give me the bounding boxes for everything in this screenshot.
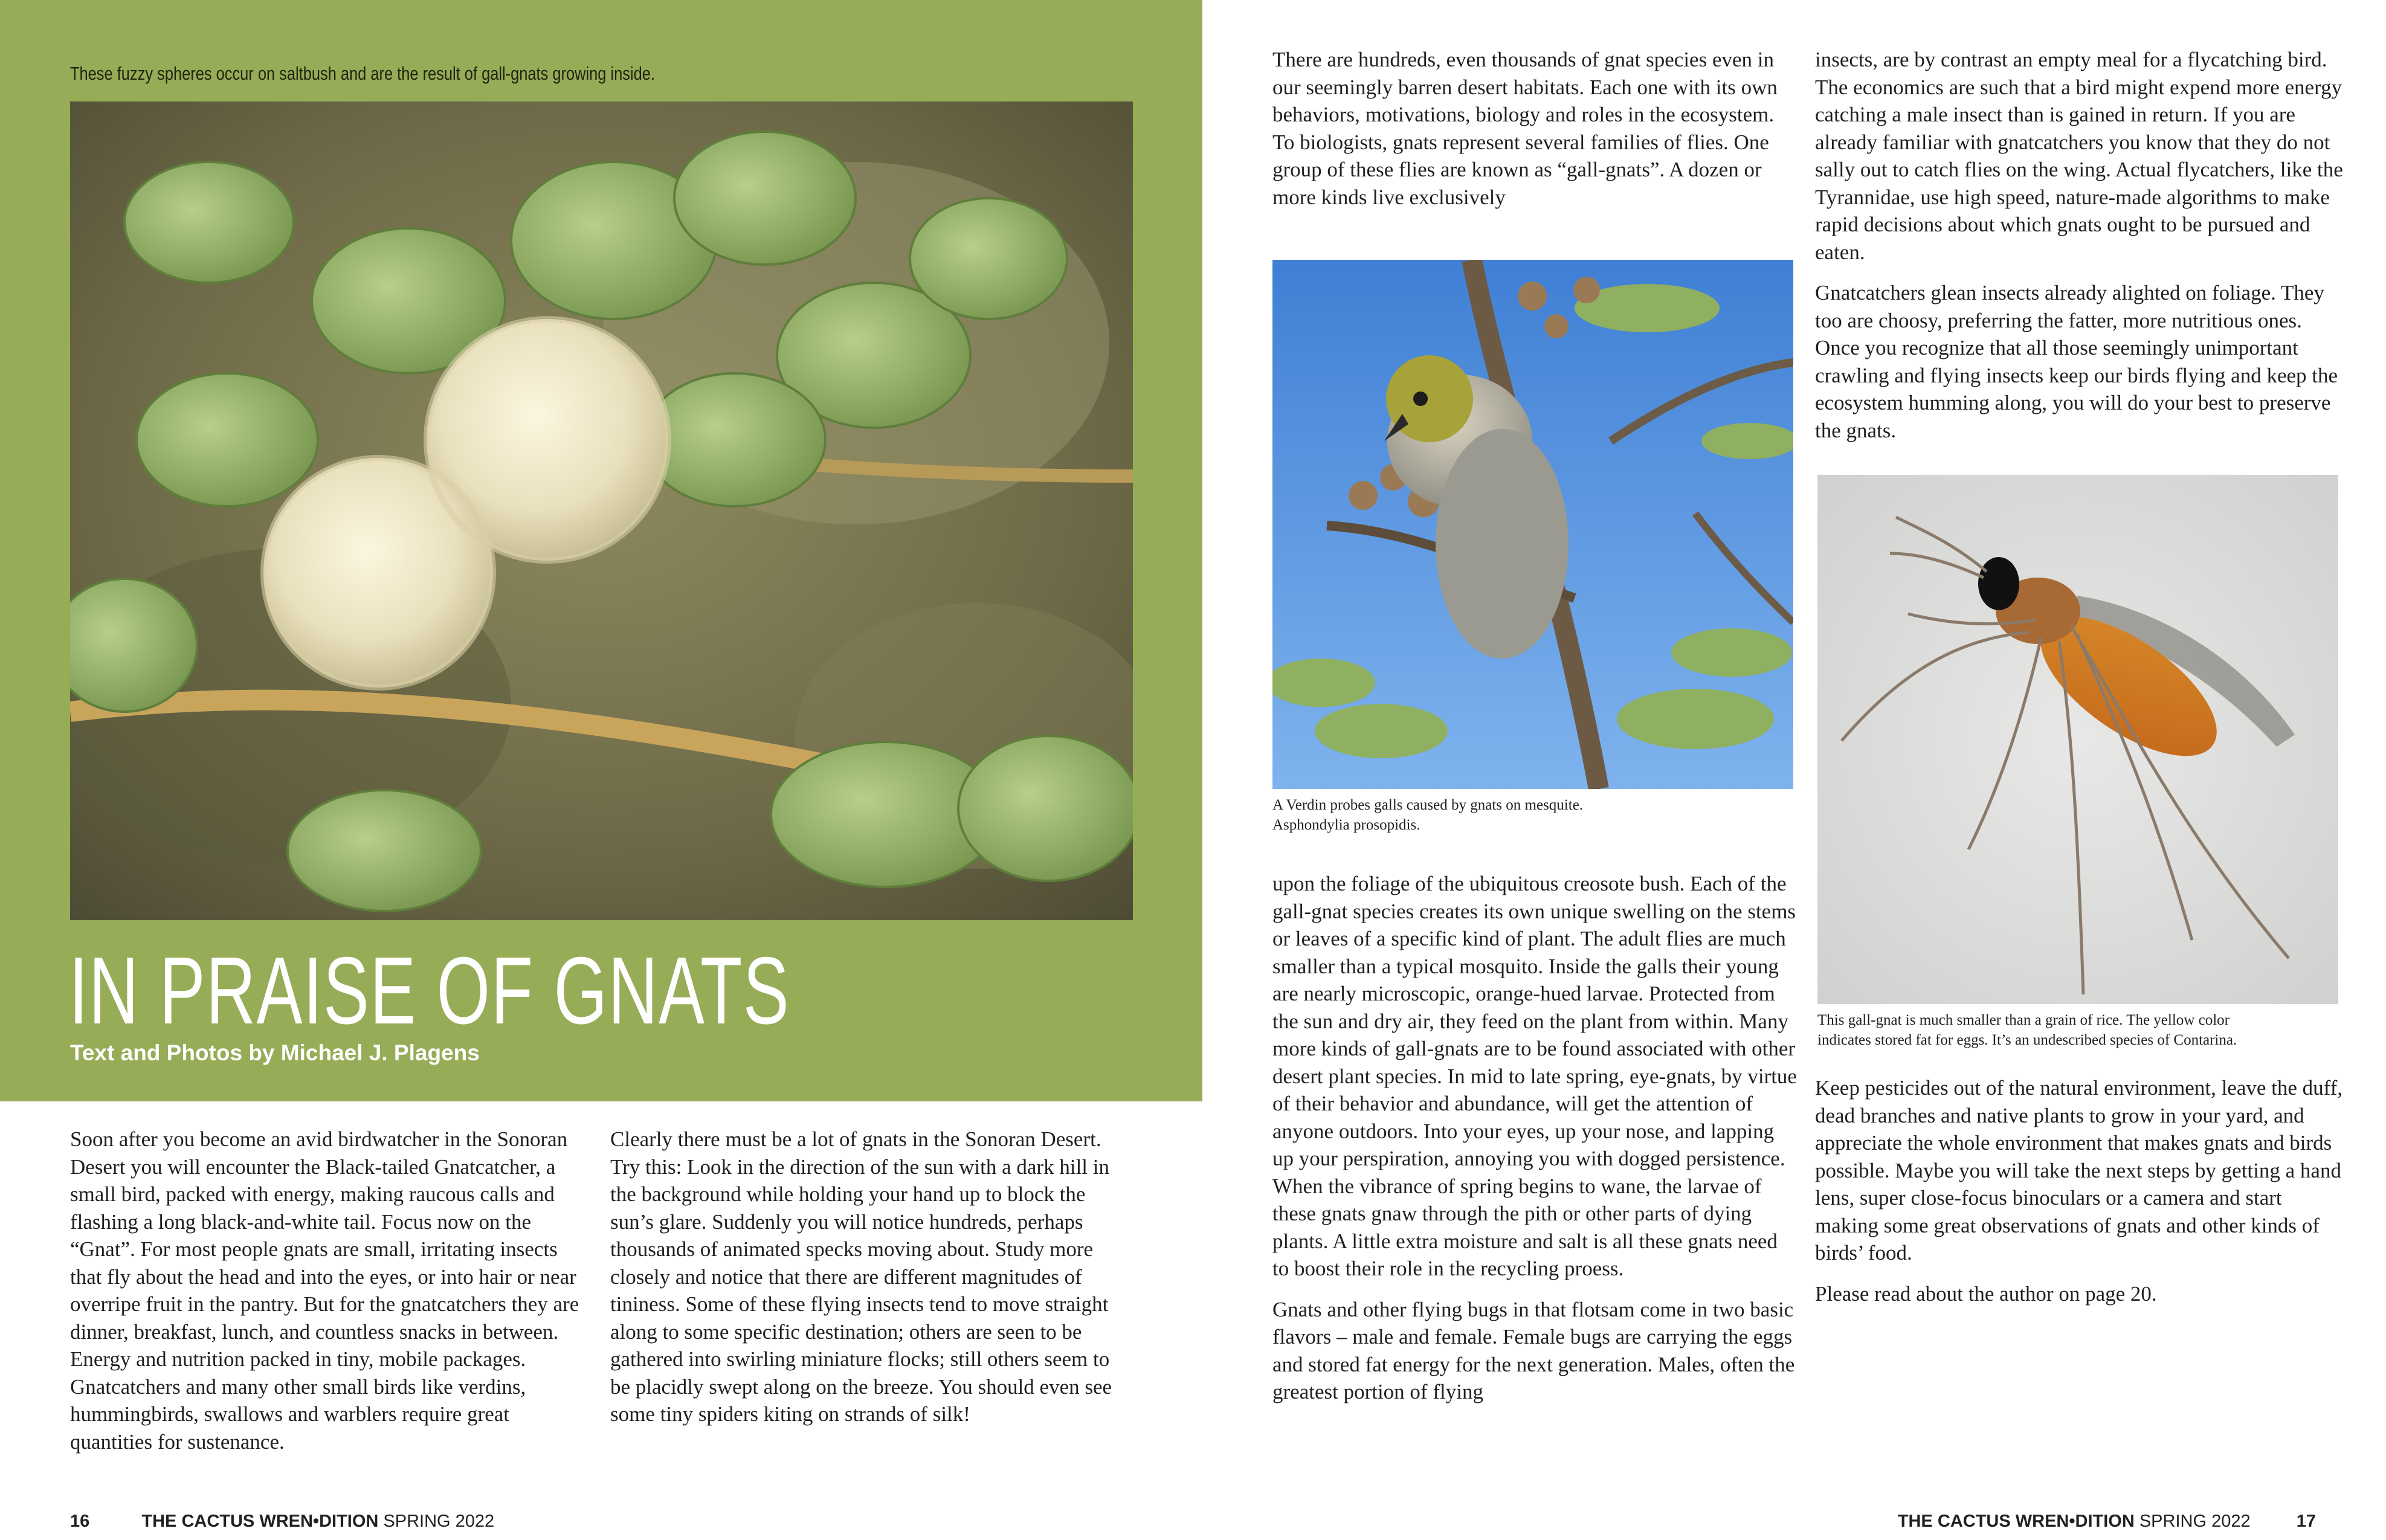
- caption-line: indicates stored fat for eggs. It’s an undescribed species of Contarina.: [1817, 1032, 2237, 1048]
- caption-line: A Verdin probes galls caused by gnats on mesquite.: [1272, 797, 1584, 813]
- paragraph: There are hundreds, even thousands of gnat species even in our seemingly barren desert habitats. Each one with its own behaviors, motivations, biology and roles in the ecosystem. To biologists, gnats represent several families of flies. One group of these flies are known as “gall-gnats”. A dozen or more kinds live exclusively: [1272, 48, 1778, 209]
- issue-label: SPRING 2022: [2139, 1512, 2251, 1531]
- gall-gnat-photo-caption: [1817, 1010, 2349, 1050]
- page-number: 16: [70, 1512, 90, 1531]
- saltbush-gall-photo: [70, 101, 1133, 920]
- issue-label: SPRING 2022: [383, 1512, 495, 1531]
- body-column-3: [1272, 870, 1798, 1406]
- left-footer: [70, 1512, 494, 1532]
- caption-line: Asphondylia prosopidis.: [1272, 817, 1420, 833]
- paragraph: Soon after you become an avid birdwatcher in the Sonoran Desert you will encounter the Black-tailed Gnatcatcher, a small bird, packed with energy, making raucous calls and flashing a long black-and-white tail. Focus now on the “Gnat”. For most people gnats are small, irritating insects that fly about the head and into the eyes, or into hair or near overripe fruit in the pantry. But for the gnatcatchers they are dinner, breakfast, lunch, and countless snacks in between. Energy and nutrition packed in tiny, mobile packages. Gnatcatchers and many other small birds like verdins, hummingbirds, swallows and warblers require great quantities for sustenance.: [70, 1127, 579, 1454]
- gall-gnat-photo: [1817, 475, 2338, 1004]
- page-number: 17: [2296, 1512, 2316, 1531]
- article-byline: Text and Photos by Michael J. Plagens: [70, 1040, 480, 1065]
- magazine-name: THE CACTUS WREN•DITION: [1897, 1512, 2135, 1531]
- caption-line: This gall-gnat is much smaller than a grain of rice. The yellow color: [1817, 1012, 2230, 1028]
- body-column-4-top: [1815, 46, 2347, 444]
- paragraph: Keep pesticides out of the natural environment, leave the duff, dead branches and native plants to grow in your yard, and appreciate the whole environment that makes gnats and birds possible. Maybe you will take the next steps by getting a hand lens, super close-focus binoculars or a camera and start making some great observations of gnats and other kinds of birds’ food.: [1815, 1076, 2343, 1265]
- magazine-name: THE CACTUS WREN•DITION: [141, 1512, 379, 1531]
- paragraph: upon the foliage of the ubiquitous creosote bush. Each of the gall-gnat species creates its own unique swelling on the stems or leaves of a specific kind of plant. The adult flies are much smaller than a typical mosquito. Inside the galls their young are nearly microscopic, orange-hued larvae. Protected from the sun and dry air, they feed on the plant from within. Many more kinds of gall-gnats are to be found associated with other desert plant species. In mid to late spring, eye-gnats, by virtue of their behavior and abundance, will get the attention of anyone outdoors. Into your eyes, up your nose, and lapping up your perspiration, annoying you with dogged persistence. When the vibrance of spring begins to wane, the larvae of these gnats gnaw through the pith or other parts of dying plants. A little extra moisture and salt is all these gnats need to boost their role in the recycling proess.: [1272, 872, 1797, 1280]
- paragraph: insects, are by contrast an empty meal for a flycatching bird. The economics are such that a bird might expend more energy catching a male insect than is gained in return. If you are already familiar with gnatcatchers you know that they do not sally out to catch flies on the wing. Actual flycatchers, like the Tyrannidae, use high speed, nature-made algorithms to make rapid decisions about which gnats ought to be pursued and eaten.: [1815, 48, 2343, 264]
- paragraph: Gnatcatchers glean insects already alighted on foliage. They too are choosy, preferring the fatter, more nutritious ones. Once you recognize that all those seemingly unimportant crawling and flying insects keep our birds flying and keep the ecosystem humming along, you will do your best to preserve the gnats.: [1815, 281, 2338, 442]
- body-column-3-top: [1272, 46, 1798, 211]
- body-column-2: [610, 1126, 1124, 1428]
- body-column-4: [1815, 1074, 2347, 1307]
- saltbush-photo-caption: These fuzzy spheres occur on saltbush and are the result of gall-gnats growing inside.: [70, 63, 655, 84]
- verdin-photo: [1272, 260, 1793, 789]
- verdin-photo-caption: [1272, 795, 1798, 835]
- article-title: IN PRAISE OF GNATS: [69, 938, 790, 1044]
- right-footer: [1898, 1512, 2316, 1532]
- paragraph: Clearly there must be a lot of gnats in the Sonoran Desert. Try this: Look in the direction of the sun with a dark hill in the background while holding your hand up to block the sun’s glare. Suddenly you will notice hundreds, perhaps thousands of animated specks moving about. Study more closely and notice that there are different magnitudes of tininess. Some of these flying insects tend to move straight along to some specific destination; others are seen to be gathered into swirling miniature flocks; still others seem to be placidly swept along on the breeze. You should even see some tiny spiders kiting on strands of silk!: [610, 1127, 1112, 1426]
- body-column-1: [70, 1126, 584, 1455]
- paragraph: Gnats and other flying bugs in that flotsam come in two basic flavors – male and female. Female bugs are carrying the eggs and stored fat energy for the next generation. Males, often the greatest portion of flying: [1272, 1297, 1795, 1403]
- paragraph: Please read about the author on page 20.: [1815, 1281, 2157, 1306]
